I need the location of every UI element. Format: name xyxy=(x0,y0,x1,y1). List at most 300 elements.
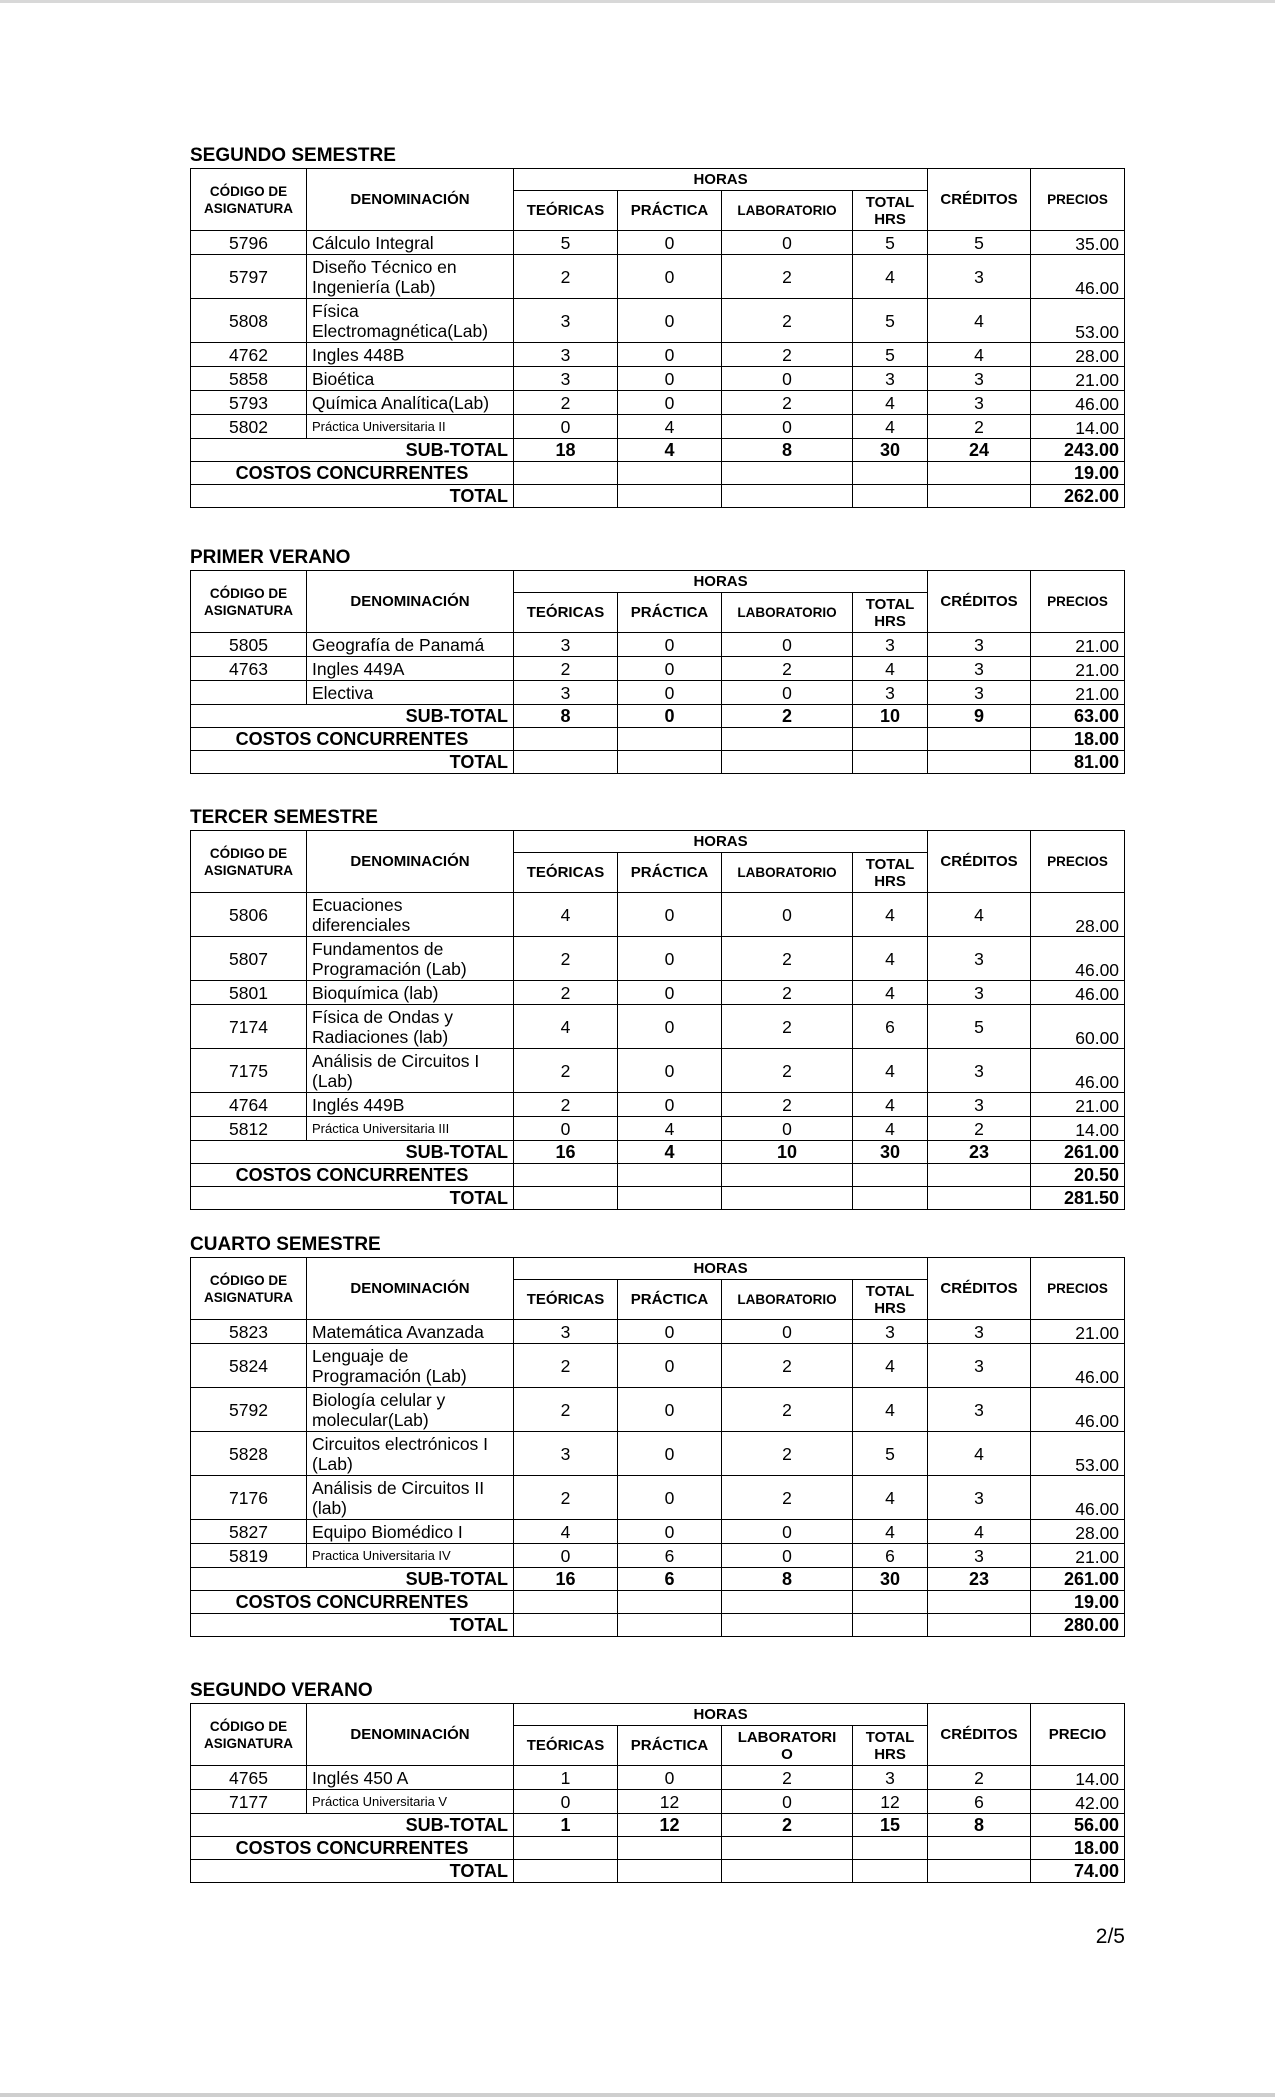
course-table xyxy=(190,1703,1125,1883)
hours-t: 2 xyxy=(514,1049,618,1093)
course-code: 7176 xyxy=(191,1476,307,1520)
hours-c: 4 xyxy=(928,1520,1031,1544)
course-row xyxy=(191,681,1125,705)
course-code: 5802 xyxy=(191,415,307,439)
course-table xyxy=(190,830,1125,1210)
hours-l: 2 xyxy=(722,981,853,1005)
hours-p: 0 xyxy=(618,255,722,299)
hours-h: 4 xyxy=(853,981,928,1005)
empty-cell xyxy=(618,485,722,508)
course-row xyxy=(191,1790,1125,1814)
header-precios: PRECIOS xyxy=(1031,169,1125,231)
subtotal-c: 24 xyxy=(928,439,1031,462)
course-code: 5823 xyxy=(191,1320,307,1344)
hours-p: 0 xyxy=(618,1432,722,1476)
subtotal-price: 261.00 xyxy=(1031,1568,1125,1591)
course-price: 21.00 xyxy=(1031,1544,1125,1568)
hours-h: 4 xyxy=(853,1520,928,1544)
course-name: Geografía de Panamá xyxy=(307,633,514,657)
empty-cell xyxy=(928,728,1031,751)
hours-t: 3 xyxy=(514,633,618,657)
total-row xyxy=(191,1614,1125,1637)
header-precios: PRECIOS xyxy=(1031,1258,1125,1320)
course-name: Diseño Técnico en Ingeniería (Lab) xyxy=(307,255,514,299)
hours-l: 2 xyxy=(722,1344,853,1388)
header-laboratorio: LABORATORI O xyxy=(722,1726,853,1766)
subtotal-t: 16 xyxy=(514,1568,618,1591)
header-total-hrs: TOTAL HRS xyxy=(853,593,928,633)
header-code: CÓDIGO DE ASIGNATURA xyxy=(191,1704,307,1766)
hours-h: 4 xyxy=(853,937,928,981)
costos-row xyxy=(191,462,1125,485)
hours-l: 2 xyxy=(722,1766,853,1790)
empty-cell xyxy=(722,1860,853,1883)
header-row xyxy=(191,169,1125,191)
course-price: 42.00 xyxy=(1031,1790,1125,1814)
course-code: 5806 xyxy=(191,893,307,937)
course-name: Equipo Biomédico I xyxy=(307,1520,514,1544)
header-denominacion: DENOMINACIÓN xyxy=(307,169,514,231)
empty-cell xyxy=(514,1187,618,1210)
header-total-hrs: TOTAL HRS xyxy=(853,853,928,893)
hours-t: 2 xyxy=(514,1093,618,1117)
hours-t: 3 xyxy=(514,1320,618,1344)
header-teoricas: TEÓRICAS xyxy=(514,593,618,633)
course-code: 5824 xyxy=(191,1344,307,1388)
subtotal-label: SUB-TOTAL xyxy=(191,705,514,728)
hours-l: 0 xyxy=(722,1544,853,1568)
course-code: 4762 xyxy=(191,343,307,367)
hours-t: 3 xyxy=(514,343,618,367)
subtotal-row xyxy=(191,705,1125,728)
course-name: Análisis de Circuitos II (lab) xyxy=(307,1476,514,1520)
hours-c: 3 xyxy=(928,255,1031,299)
hours-l: 0 xyxy=(722,1117,853,1141)
hours-c: 3 xyxy=(928,1093,1031,1117)
hours-c: 3 xyxy=(928,367,1031,391)
hours-c: 3 xyxy=(928,633,1031,657)
course-price: 28.00 xyxy=(1031,1520,1125,1544)
hours-h: 4 xyxy=(853,1117,928,1141)
empty-cell xyxy=(618,1591,722,1614)
header-teoricas: TEÓRICAS xyxy=(514,853,618,893)
subtotal-t: 8 xyxy=(514,705,618,728)
course-row xyxy=(191,1520,1125,1544)
header-row xyxy=(191,1704,1125,1726)
hours-t: 4 xyxy=(514,1520,618,1544)
hours-p: 0 xyxy=(618,231,722,255)
header-laboratorio: LABORATORIO xyxy=(722,191,853,231)
course-row xyxy=(191,1320,1125,1344)
empty-cell xyxy=(618,728,722,751)
empty-cell xyxy=(853,728,928,751)
course-code: 5858 xyxy=(191,367,307,391)
hours-l: 2 xyxy=(722,1005,853,1049)
subtotal-price: 261.00 xyxy=(1031,1141,1125,1164)
course-name: Fundamentos de Programación (Lab) xyxy=(307,937,514,981)
header-denominacion: DENOMINACIÓN xyxy=(307,1258,514,1320)
header-total-hrs: TOTAL HRS xyxy=(853,191,928,231)
empty-cell xyxy=(928,1591,1031,1614)
hours-c: 3 xyxy=(928,1476,1031,1520)
course-code: 4765 xyxy=(191,1766,307,1790)
section-primer-verano xyxy=(190,546,1124,774)
subtotal-row xyxy=(191,1141,1125,1164)
hours-h: 3 xyxy=(853,681,928,705)
subtotal-label: SUB-TOTAL xyxy=(191,439,514,462)
empty-cell xyxy=(618,751,722,774)
hours-t: 5 xyxy=(514,231,618,255)
section-title: CUARTO SEMESTRE xyxy=(190,1234,381,1255)
empty-cell xyxy=(514,1860,618,1883)
total-row xyxy=(191,1187,1125,1210)
empty-cell xyxy=(618,1164,722,1187)
empty-cell xyxy=(722,728,853,751)
costos-price: 19.00 xyxy=(1031,462,1125,485)
hours-c: 3 xyxy=(928,1388,1031,1432)
course-row xyxy=(191,231,1125,255)
hours-l: 2 xyxy=(722,1476,853,1520)
course-price: 46.00 xyxy=(1031,391,1125,415)
empty-cell xyxy=(514,1591,618,1614)
costos-row xyxy=(191,1164,1125,1187)
hours-p: 4 xyxy=(618,415,722,439)
hours-p: 0 xyxy=(618,1520,722,1544)
course-price: 46.00 xyxy=(1031,937,1125,981)
empty-cell xyxy=(722,1187,853,1210)
hours-h: 3 xyxy=(853,633,928,657)
empty-cell xyxy=(928,1187,1031,1210)
course-code: 5792 xyxy=(191,1388,307,1432)
hours-t: 3 xyxy=(514,299,618,343)
empty-cell xyxy=(722,1591,853,1614)
hours-t: 2 xyxy=(514,1344,618,1388)
course-row xyxy=(191,255,1125,299)
hours-c: 3 xyxy=(928,657,1031,681)
subtotal-c: 8 xyxy=(928,1814,1031,1837)
hours-l: 0 xyxy=(722,633,853,657)
course-row xyxy=(191,893,1125,937)
subtotal-price: 56.00 xyxy=(1031,1814,1125,1837)
empty-cell xyxy=(928,1837,1031,1860)
total-row xyxy=(191,1860,1125,1883)
empty-cell xyxy=(514,485,618,508)
total-label: TOTAL xyxy=(191,751,514,774)
empty-cell xyxy=(928,485,1031,508)
header-practica: PRÁCTICA xyxy=(618,593,722,633)
total-label: TOTAL xyxy=(191,1614,514,1637)
hours-l: 2 xyxy=(722,1388,853,1432)
empty-cell xyxy=(514,751,618,774)
hours-c: 3 xyxy=(928,937,1031,981)
course-code: 4764 xyxy=(191,1093,307,1117)
hours-t: 2 xyxy=(514,255,618,299)
course-row xyxy=(191,1476,1125,1520)
course-name: Matemática Avanzada xyxy=(307,1320,514,1344)
subtotal-l: 10 xyxy=(722,1141,853,1164)
hours-l: 0 xyxy=(722,367,853,391)
header-total-hrs: TOTAL HRS xyxy=(853,1726,928,1766)
hours-p: 0 xyxy=(618,657,722,681)
course-code: 5801 xyxy=(191,981,307,1005)
hours-p: 0 xyxy=(618,633,722,657)
course-price: 46.00 xyxy=(1031,1049,1125,1093)
course-row xyxy=(191,1766,1125,1790)
costos-price: 18.00 xyxy=(1031,1837,1125,1860)
subtotal-p: 0 xyxy=(618,705,722,728)
hours-h: 3 xyxy=(853,1766,928,1790)
empty-cell xyxy=(618,1187,722,1210)
course-table xyxy=(190,570,1125,774)
empty-cell xyxy=(853,462,928,485)
header-practica: PRÁCTICA xyxy=(618,1280,722,1320)
costos-label: COSTOS CONCURRENTES xyxy=(191,728,514,751)
hours-h: 4 xyxy=(853,415,928,439)
hours-h: 4 xyxy=(853,255,928,299)
course-row xyxy=(191,937,1125,981)
header-creditos: CRÉDITOS xyxy=(928,169,1031,231)
header-row xyxy=(191,1258,1125,1280)
total-price: 262.00 xyxy=(1031,485,1125,508)
empty-cell xyxy=(618,1837,722,1860)
course-price: 21.00 xyxy=(1031,681,1125,705)
header-row xyxy=(191,831,1125,853)
course-price: 28.00 xyxy=(1031,893,1125,937)
section-title: PRIMER VERANO xyxy=(190,547,351,568)
course-name: Inglés 449B xyxy=(307,1093,514,1117)
header-row xyxy=(191,571,1125,593)
hours-l: 2 xyxy=(722,1049,853,1093)
hours-t: 1 xyxy=(514,1766,618,1790)
hours-h: 5 xyxy=(853,343,928,367)
subtotal-h: 10 xyxy=(853,705,928,728)
empty-cell xyxy=(853,1614,928,1637)
empty-cell xyxy=(722,751,853,774)
hours-c: 4 xyxy=(928,343,1031,367)
subtotal-c: 23 xyxy=(928,1141,1031,1164)
course-row xyxy=(191,633,1125,657)
hours-p: 12 xyxy=(618,1790,722,1814)
hours-c: 2 xyxy=(928,1766,1031,1790)
hours-h: 6 xyxy=(853,1544,928,1568)
course-price: 35.00 xyxy=(1031,231,1125,255)
subtotal-price: 243.00 xyxy=(1031,439,1125,462)
course-row xyxy=(191,1432,1125,1476)
course-price: 46.00 xyxy=(1031,1476,1125,1520)
subtotal-h: 30 xyxy=(853,1568,928,1591)
hours-p: 0 xyxy=(618,1320,722,1344)
total-row xyxy=(191,751,1125,774)
hours-p: 6 xyxy=(618,1544,722,1568)
course-name: Física Electromagnética(Lab) xyxy=(307,299,514,343)
course-name: Lenguaje de Programación (Lab) xyxy=(307,1344,514,1388)
hours-t: 2 xyxy=(514,981,618,1005)
subtotal-c: 9 xyxy=(928,705,1031,728)
course-row xyxy=(191,981,1125,1005)
course-row xyxy=(191,367,1125,391)
course-name: Práctica Universitaria V xyxy=(307,1790,514,1814)
empty-cell xyxy=(853,1837,928,1860)
subtotal-label: SUB-TOTAL xyxy=(191,1568,514,1591)
course-name: Práctica Universitaria III xyxy=(307,1117,514,1141)
hours-l: 2 xyxy=(722,937,853,981)
header-code: CÓDIGO DE ASIGNATURA xyxy=(191,1258,307,1320)
hours-h: 3 xyxy=(853,367,928,391)
hours-p: 0 xyxy=(618,367,722,391)
header-horas: HORAS xyxy=(514,1704,928,1726)
course-row xyxy=(191,1005,1125,1049)
course-price: 46.00 xyxy=(1031,1388,1125,1432)
hours-l: 0 xyxy=(722,231,853,255)
subtotal-row xyxy=(191,439,1125,462)
header-precios: PRECIO xyxy=(1031,1704,1125,1766)
course-code: 5805 xyxy=(191,633,307,657)
hours-t: 4 xyxy=(514,1005,618,1049)
course-row xyxy=(191,1093,1125,1117)
subtotal-t: 18 xyxy=(514,439,618,462)
empty-cell xyxy=(928,1164,1031,1187)
header-teoricas: TEÓRICAS xyxy=(514,1280,618,1320)
hours-p: 0 xyxy=(618,1005,722,1049)
hours-c: 2 xyxy=(928,415,1031,439)
header-teoricas: TEÓRICAS xyxy=(514,191,618,231)
course-row xyxy=(191,1117,1125,1141)
course-row xyxy=(191,1388,1125,1432)
course-price: 21.00 xyxy=(1031,1093,1125,1117)
hours-p: 0 xyxy=(618,893,722,937)
hours-t: 2 xyxy=(514,1476,618,1520)
subtotal-t: 1 xyxy=(514,1814,618,1837)
header-denominacion: DENOMINACIÓN xyxy=(307,571,514,633)
empty-cell xyxy=(853,1591,928,1614)
hours-t: 2 xyxy=(514,1388,618,1432)
course-name: Física de Ondas y Radiaciones (lab) xyxy=(307,1005,514,1049)
hours-h: 3 xyxy=(853,1320,928,1344)
total-price: 280.00 xyxy=(1031,1614,1125,1637)
hours-t: 2 xyxy=(514,657,618,681)
header-laboratorio: LABORATORIO xyxy=(722,1280,853,1320)
hours-p: 0 xyxy=(618,299,722,343)
section-segundo-semestre xyxy=(190,144,1124,508)
section-segundo-verano xyxy=(190,1679,1124,1883)
course-row xyxy=(191,1344,1125,1388)
section-title: TERCER SEMESTRE xyxy=(190,807,378,828)
course-price: 14.00 xyxy=(1031,1766,1125,1790)
course-table xyxy=(190,1257,1125,1637)
empty-cell xyxy=(853,1164,928,1187)
costos-label: COSTOS CONCURRENTES xyxy=(191,462,514,485)
course-code xyxy=(191,681,307,705)
hours-t: 2 xyxy=(514,391,618,415)
total-label: TOTAL xyxy=(191,1187,514,1210)
hours-l: 2 xyxy=(722,1432,853,1476)
course-price: 21.00 xyxy=(1031,367,1125,391)
hours-h: 6 xyxy=(853,1005,928,1049)
hours-t: 0 xyxy=(514,1117,618,1141)
hours-c: 3 xyxy=(928,1544,1031,1568)
course-row xyxy=(191,299,1125,343)
course-code: 5812 xyxy=(191,1117,307,1141)
course-row xyxy=(191,343,1125,367)
header-practica: PRÁCTICA xyxy=(618,1726,722,1766)
course-code: 5796 xyxy=(191,231,307,255)
hours-c: 3 xyxy=(928,681,1031,705)
header-denominacion: DENOMINACIÓN xyxy=(307,1704,514,1766)
empty-cell xyxy=(853,751,928,774)
course-name: Biología celular y molecular(Lab) xyxy=(307,1388,514,1432)
header-creditos: CRÉDITOS xyxy=(928,1258,1031,1320)
header-precios: PRECIOS xyxy=(1031,831,1125,893)
scan-bottom-edge xyxy=(0,2093,1275,2097)
hours-c: 4 xyxy=(928,893,1031,937)
subtotal-price: 63.00 xyxy=(1031,705,1125,728)
hours-l: 0 xyxy=(722,893,853,937)
section-cuarto-semestre xyxy=(190,1233,1124,1637)
course-name: Química Analítica(Lab) xyxy=(307,391,514,415)
empty-cell xyxy=(722,1614,853,1637)
course-price: 28.00 xyxy=(1031,343,1125,367)
hours-l: 2 xyxy=(722,657,853,681)
empty-cell xyxy=(928,1860,1031,1883)
course-price: 46.00 xyxy=(1031,255,1125,299)
hours-l: 2 xyxy=(722,299,853,343)
hours-t: 0 xyxy=(514,1544,618,1568)
hours-p: 0 xyxy=(618,391,722,415)
empty-cell xyxy=(853,485,928,508)
course-row xyxy=(191,391,1125,415)
hours-h: 4 xyxy=(853,391,928,415)
header-laboratorio: LABORATORIO xyxy=(722,853,853,893)
subtotal-l: 8 xyxy=(722,439,853,462)
hours-h: 4 xyxy=(853,1093,928,1117)
subtotal-p: 4 xyxy=(618,1141,722,1164)
subtotal-p: 6 xyxy=(618,1568,722,1591)
hours-h: 5 xyxy=(853,1432,928,1476)
hours-p: 0 xyxy=(618,1093,722,1117)
course-name: Inglés 450 A xyxy=(307,1766,514,1790)
hours-l: 0 xyxy=(722,415,853,439)
course-price: 14.00 xyxy=(1031,415,1125,439)
empty-cell xyxy=(722,462,853,485)
header-precios: PRECIOS xyxy=(1031,571,1125,633)
empty-cell xyxy=(514,462,618,485)
header-creditos: CRÉDITOS xyxy=(928,831,1031,893)
course-name: Circuitos electrónicos I (Lab) xyxy=(307,1432,514,1476)
section-title: SEGUNDO SEMESTRE xyxy=(190,145,396,166)
hours-h: 5 xyxy=(853,231,928,255)
empty-cell xyxy=(928,1614,1031,1637)
total-price: 74.00 xyxy=(1031,1860,1125,1883)
subtotal-t: 16 xyxy=(514,1141,618,1164)
hours-l: 0 xyxy=(722,1320,853,1344)
empty-cell xyxy=(514,1164,618,1187)
course-code: 5828 xyxy=(191,1432,307,1476)
course-price: 21.00 xyxy=(1031,657,1125,681)
hours-t: 3 xyxy=(514,367,618,391)
course-name: Bioética xyxy=(307,367,514,391)
subtotal-l: 2 xyxy=(722,705,853,728)
subtotal-label: SUB-TOTAL xyxy=(191,1141,514,1164)
costos-label: COSTOS CONCURRENTES xyxy=(191,1164,514,1187)
header-total-hrs: TOTAL HRS xyxy=(853,1280,928,1320)
course-name: Practica Universitaria IV xyxy=(307,1544,514,1568)
header-laboratorio: LABORATORIO xyxy=(722,593,853,633)
hours-c: 3 xyxy=(928,1049,1031,1093)
section-title: SEGUNDO VERANO xyxy=(190,1680,373,1701)
course-price: 21.00 xyxy=(1031,633,1125,657)
costos-price: 19.00 xyxy=(1031,1591,1125,1614)
course-name: Análisis de Circuitos I (Lab) xyxy=(307,1049,514,1093)
